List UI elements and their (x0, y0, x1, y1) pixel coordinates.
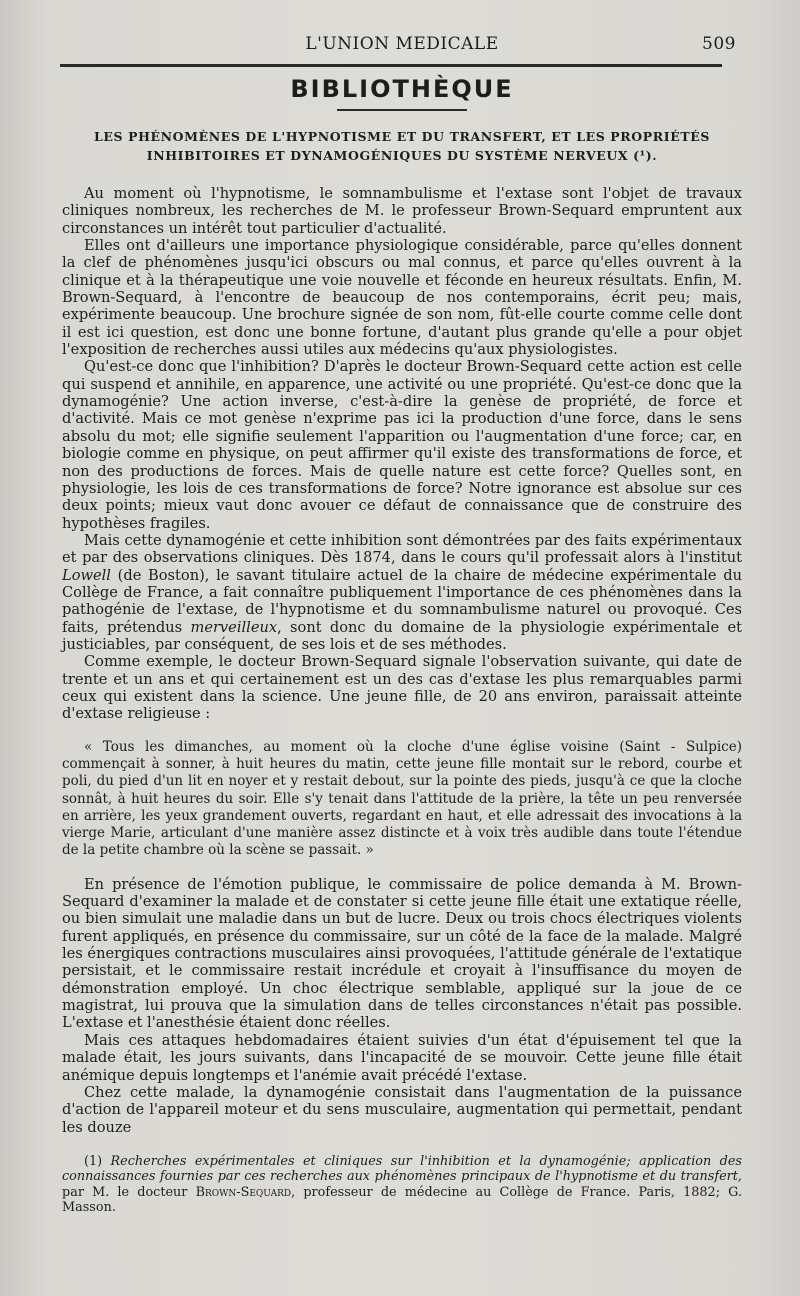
section-title: BIBLIOTHÈQUE (290, 75, 514, 103)
header-rule (60, 64, 722, 67)
paragraph-1: Au moment où l'hypnotisme, le somnambulisme et l'extase sont l'objet de travaux cliniques nombreux, les recherches de M. le professeur Brown-Sequard empruntent aux circonstances un intérêt tout particulier d'actualité. (62, 185, 742, 237)
footnote-author: Brown-Sequard (195, 1184, 292, 1200)
article-title-line-1: LES PHÉNOMÈNES DE L'HYPNOTISME ET DU TRANSFERT, ET LES PROPRIÉTÉS (93, 129, 710, 144)
paragraph-4-italic-lowell: Lowell (62, 566, 111, 584)
footnote-marker: (1) (84, 1153, 111, 1169)
paragraph-7: Mais ces attaques hebdomadaires étaient suivies d'un état d'épuisement tel que la malade était, les jours suivants, dans l'incapacité de se mouvoir. Cette jeune fille était anémique depuis longtemps et l'anémie avait précédé l'extase. (62, 1031, 742, 1084)
paragraph-2: Elles ont d'ailleurs une importance physiologique considérable, parce qu'elles donnent la clef de phénomènes jusqu'ici obscurs ou mal connus, et parce qu'elles ouvrent à la clinique et à la thérapeutique une voie nouvelle et féconde en heureux résultats. Enfin, M. Brown-Sequard, à l'encontre de beaucoup de nos contemporains, écrit peu; mais, expérimente beaucoup. Une brochure signée de son nom, fût-elle courte comme celle dont il est ici question, est donc une bonne fortune, d'autant plus grande qu'elle a pour objet l'exposition de recherches aussi utiles aux médecins qu'aux physiologistes. (62, 237, 742, 359)
article-title-line-2: INHIBITOIRES ET DYNAMOGÉNIQUES DU SYSTÈME NERVEUX (¹). (146, 148, 658, 163)
paragraph-6: En présence de l'émotion publique, le commissaire de police demanda à M. Brown-Sequard d'examiner la malade et de constater si cette jeune fille était une extatique réelle, ou bien simulait une maladie dans un but de lucre. Deux ou trois chocs électriques violents furent appliqués, en présence du commissaire, sur un côté de la face de la malade. Malgré les énergiques contractions musculaires ainsi provoquées, l'attitude générale de l'extatique persistait, et le commissaire restait incrédule et croyait à l'insuffisance du moyen de démonstration employé. Un choc électrique semblable, appliqué sur la joue de ce magistrat, lui prouva que la simulation dans de telles circonstances n'était pas possible. L'extase et l'anesthésie étaient donc réelles. (62, 875, 742, 1032)
footnote (62, 1154, 742, 1216)
page-number: 509 (702, 34, 736, 54)
quotation-text: « Tous les dimanches, au moment où la cloche d'une église voisine (Saint - Sulpice) commençait à sonner, à huit heures du matin, cette jeune fille montait sur le rebord, courbe et poli, du pied d'un lit en noyer et y restait debout, sur la pointe des pieds, jusqu'à ce que la cloche sonnât, à huit heures du soir. Elle s'y tenait dans l'attitude de la prière, la tête un peu renversée en arrière, les yeux grandement ouverts, regardant en haut, et elle adressait des invocations à la vierge Marie, articulant d'une manière assez distincte et à voix très audible dans toute l'étendue de la petite chambre où la scène se passait. » (62, 738, 742, 859)
paragraph-4 (62, 532, 742, 653)
article-title (62, 127, 742, 165)
paragraph-4-text-a: Mais cette dynamogénie et cette inhibition sont démontrées par des faits expérimentaux et par des observations cliniques. Dès 1874, dans le cours qu'il professait alors à l'institut (62, 531, 742, 567)
running-head (62, 28, 742, 56)
paragraph-3: Qu'est-ce donc que l'inhibition? D'après le docteur Brown-Sequard cette action est celle qui suspend et annihile, en apparence, une activité ou une propriété. Qu'est-ce donc que la dynamogénie? Une action inverse, c'est-à-dire la genèse de propriété, de force et d'activité. Mais ce mot genèse n'exprime pas ici la production d'une force, dans le sens absolu du mot; elle signifie seulement l'apparition ou l'augmentation d'une force; car, en biologie comme en physique, on peut affirmer qu'il existe des transformations de force, et non des productions de forces. Mais de quelle nature est cette force? Quelles sont, en physiologie, les lois de ces transformations de force? Notre ignorance est absolue sur ces deux points; mieux vaut donc avouer ce défaut de connaissance que de construire des hypothèses fragiles. (62, 358, 742, 532)
paragraph-5: Comme exemple, le docteur Brown-Sequard signale l'observation suivante, qui date de trente et un ans et qui certainement est un des cas d'extase les plus remarquables parmi ceux qui existent dans la science. Une jeune fille, de 20 ans environ, paraissait atteinte d'extase religieuse : (62, 653, 742, 723)
article-body (62, 185, 742, 1136)
paragraph-4-text-b: (de Boston), le savant titulaire actuel de la chaire de médecine expérimentale du Collège de France, a fait connaître publiquement l'importance de ces phénomènes dans la pathogénie de l'extase, de l'hypnotisme et du somnambulisme naturel ou provoqué. Ces faits, prétendus (62, 566, 742, 636)
paragraph-8: Chez cette malade, la dynamogénie consistait dans l'augmentation de la puissance d'action de l'appareil moteur et du sens musculaire, augmentation qui permettait, pendant les douze (62, 1083, 742, 1136)
running-title: L'UNION MEDICALE (305, 34, 499, 54)
section-rule (337, 109, 467, 111)
footnote-title: Recherches expérimentales et cliniques sur l'inhibition et la dynamogénie; application des connaissances fournies par ces recherches aux phénomènes principaux de l'hypnotisme et du transfert, (62, 1153, 742, 1185)
quotation (62, 739, 742, 860)
footnote-text-a: par M. le docteur (62, 1184, 196, 1200)
footnote-text-b: , professeur de médecine au Collège de France. Paris, 1882; G. Masson. (62, 1184, 743, 1216)
paragraph-4-text-c: , sont donc du domaine de la physiologie expérimentale et justiciables, par conséquent, de ses lois et de ses méthodes. (62, 618, 742, 653)
paragraph-4-italic-merveilleux: merveilleux (190, 618, 278, 636)
